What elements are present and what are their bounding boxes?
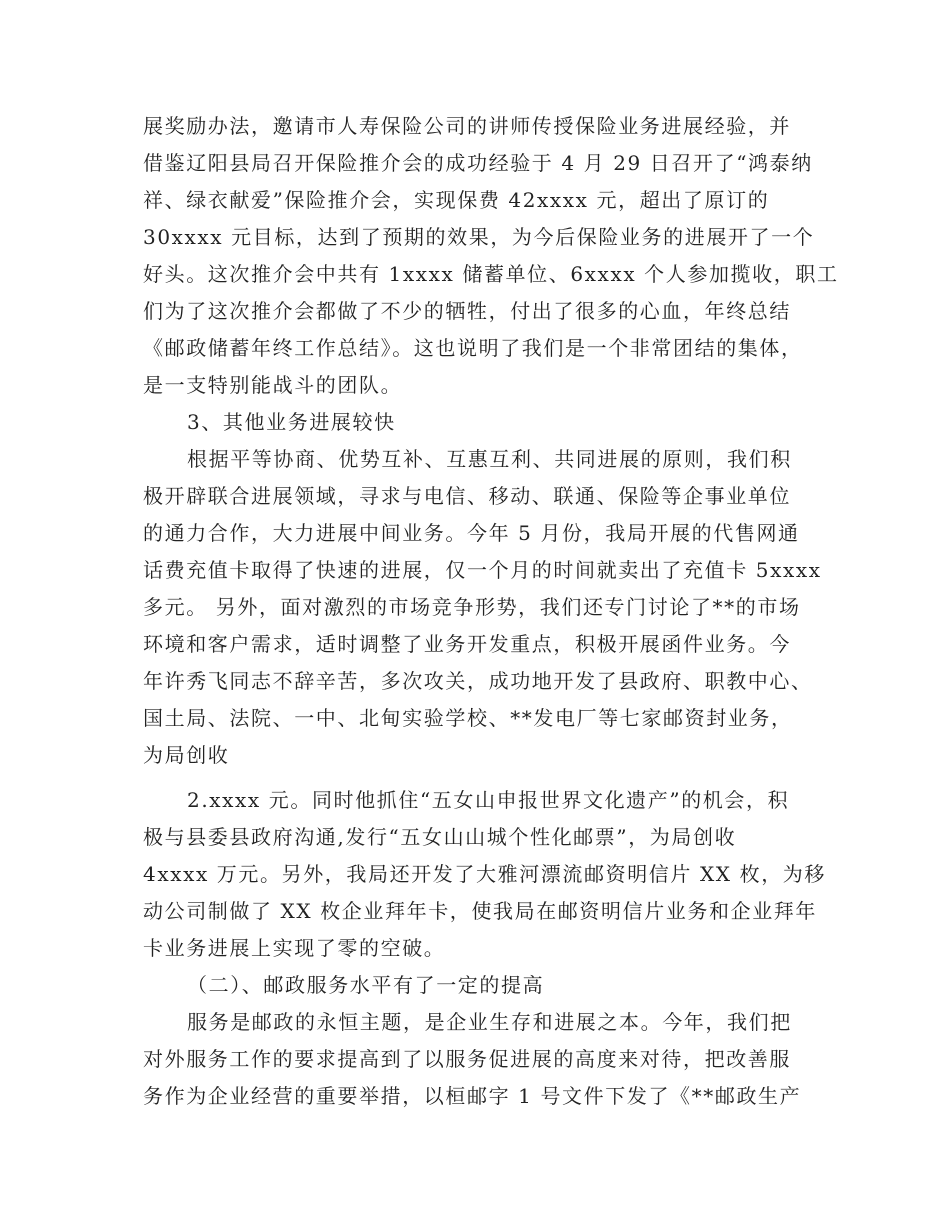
text-line: 4xxxx 万元。另外，我局还开发了大雅河漂流邮资明信片 XX 枚，为移 bbox=[143, 862, 826, 886]
text-line: 极开辟联合进展领域，寻求与电信、移动、联通、保险等企事业单位 bbox=[143, 484, 791, 508]
text-line: 务作为企业经营的重要举措，以桓邮字 1 号文件下发了《**邮政生产 bbox=[143, 1084, 802, 1108]
text-line: 环境和客户需求，适时调整了业务开发重点，积极开展函件业务。今 bbox=[143, 632, 791, 656]
text-line: 服务是邮政的永恒主题，是企业生存和进展之本。今年，我们把 bbox=[187, 1010, 792, 1034]
text-line: 3、其他业务进展较快 bbox=[187, 410, 396, 434]
text-line: 2.xxxx 元。同时他抓住“五女山申报世界文化遗产”的机会，积 bbox=[187, 788, 790, 812]
text-line: 的通力合作，大力进展中间业务。今年 5 月份，我局开展的代售网通 bbox=[143, 521, 800, 545]
text-line: 极与县委县政府沟通,发行“五女山山城个性化邮票”，为局创收 bbox=[143, 825, 737, 849]
document-body bbox=[143, 108, 839, 1115]
text-line: 多元。 另外，面对激烈的市场竞争形势，我们还专门讨论了**的市场 bbox=[143, 595, 801, 619]
text-line: （二）、邮政服务水平有了一定的提高 bbox=[187, 973, 545, 997]
text-line: 卡业务进展上实现了零的空破。 bbox=[143, 936, 446, 960]
text-line: 为局创收 bbox=[143, 743, 230, 767]
text-line: 国土局、法院、一中、北甸实验学校、**发电厂等七家邮资封业务， bbox=[143, 706, 793, 730]
text-line: 话费充值卡取得了快速的进展，仅一个月的时间就卖出了充值卡 5xxxx bbox=[143, 558, 822, 582]
text-line: 是一支特别能战斗的团队。 bbox=[143, 373, 403, 397]
text-line: 30xxxx 元目标，达到了预期的效果，为今后保险业务的进展开了一个 bbox=[143, 225, 815, 249]
text-line: 根据平等协商、优势互补、互惠互利、共同进展的原则，我们积 bbox=[187, 447, 792, 471]
text-line: 借鉴辽阳县局召开保险推介会的成功经验于 4 月 29 日召开了“鸿泰纳 bbox=[143, 151, 813, 175]
text-line: 好头。这次推介会中共有 1xxxx 储蓄单位、6xxxx 个人参加揽收，职工 bbox=[143, 262, 839, 286]
paragraph-gap bbox=[143, 774, 813, 782]
text-line: 展奖励办法，邀请市人寿保险公司的讲师传授保险业务进展经验，并 bbox=[143, 114, 791, 138]
text-line: 年许秀飞同志不辞辛苦，多次攻关，成功地开发了县政府、职教中心、 bbox=[143, 669, 813, 693]
text-line: 祥、绿衣献爱”保险推介会，实现保费 42xxxx 元，超出了原订的 bbox=[143, 188, 770, 212]
text-line: 们为了这次推介会都做了不少的牺牲，付出了很多的心血，年终总结 bbox=[143, 299, 791, 323]
text-line: 《邮政储蓄年终工作总结》。这也说明了我们是一个非常团结的集体， bbox=[143, 336, 803, 360]
text-line: 动公司制做了 XX 枚企业拜年卡，使我局在邮资明信片业务和企业拜年 bbox=[143, 899, 817, 923]
text-line: 对外服务工作的要求提高到了以服务促进展的高度来对待，把改善服 bbox=[143, 1047, 791, 1071]
